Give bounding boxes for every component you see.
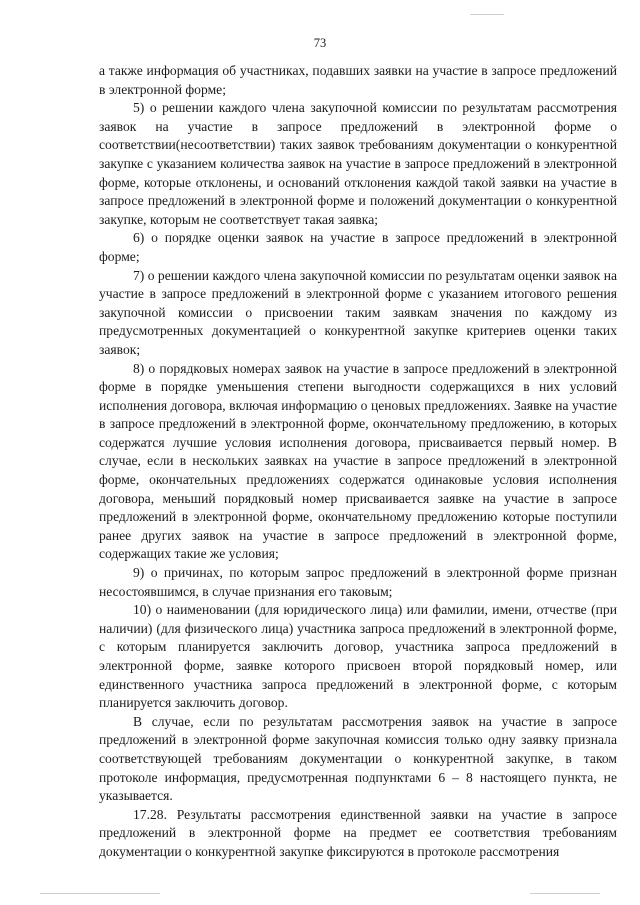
page-number: 73	[313, 36, 327, 50]
paragraph: 10) о наименовании (для юридического лица) или фамилии, имени, отчестве (при наличии) (для физического лица) участника запроса предложений в электронной форме, с которым планируется заключить договор, участника запроса предложений в электронной форме, заявке которого присвоен второй порядковый номер, или единственного участника запроса предложений в электронной форме, с которым планируется заключить договор.	[99, 602, 617, 711]
scan-artifact	[40, 893, 160, 894]
paragraph: 17.28. Результаты рассмотрения единственной заявки на участие в запросе предложений в электронной форме на предмет ее соответствия требованиям документации о конкурентной закупке фиксируются в протоколе рассмотрения	[99, 806, 617, 859]
paragraph: 7) о решении каждого члена закупочной комиссии по результатам оценки заявок на участие в запросе предложений в электронной форме с указанием итогового решения закупочной комиссии о присвоении таким заявкам значения по каждому из предусмотренных документацией о конкурентной закупке критериев оценки таких заявок;	[99, 267, 617, 357]
scan-artifact	[470, 14, 504, 15]
scan-artifact	[530, 893, 600, 894]
paragraph: 8) о порядковых номерах заявок на участие в запросе предложений в электронной форме в порядке уменьшения степени выгодности содержащихся в них условий исполнения договора, включая информацию о ценовых предложениях. Заявке на участие в запросе предложений в электронной форме, окончательному предложению, в которых содержатся лучшие условия исполнения договора, присваивается первый номер. В случае, если в нескольких заявках на участие в запросе предложений в электронной форме, окончательных предложениях содержатся одинаковые условия исполнения договора, меньший порядковый номер присваивается заявке на участие в запросе предложений в электронной форме, окончательному предложению которые поступили ранее других заявок на участие в запросе предложений в электронной форме, содержащих такие же условия;	[99, 360, 617, 562]
paragraph: В случае, если по результатам рассмотрения заявок на участие в запросе предложений в электронной форме закупочная комиссия только одну заявку признала соответствующей требованиям документации о конкурентной закупке, в таком протоколе информация, предусмотренная подпунктами 6 – 8 настоящего пункта, не указывается.	[99, 713, 617, 804]
paragraph: 9) о причинах, по которым запрос предложений в электронной форме признан несостоявшимся, в случае признания его таковым;	[99, 565, 617, 599]
body-text	[99, 62, 617, 862]
paragraph: а также информация об участниках, подавших заявки на участие в запросе предложений в электронной форме;	[99, 63, 617, 97]
paragraph: 6) о порядке оценки заявок на участие в запросе предложений в электронной форме;	[99, 230, 617, 264]
paragraph: 5) о решении каждого члена закупочной комиссии по результатам рассмотрения заявок на участие в запросе предложений в электронной форме о соответствии(несоответствии) таких заявок требованиям документации о конкурентной закупке с указанием количества заявок на участие в запросе предложений в электронной форме, которые отклонены, и оснований отклонения каждой такой заявки на участие в запросе предложений в электронной форме и положений документации о конкурентной закупке, которым не соответствует такая заявка;	[99, 100, 617, 227]
